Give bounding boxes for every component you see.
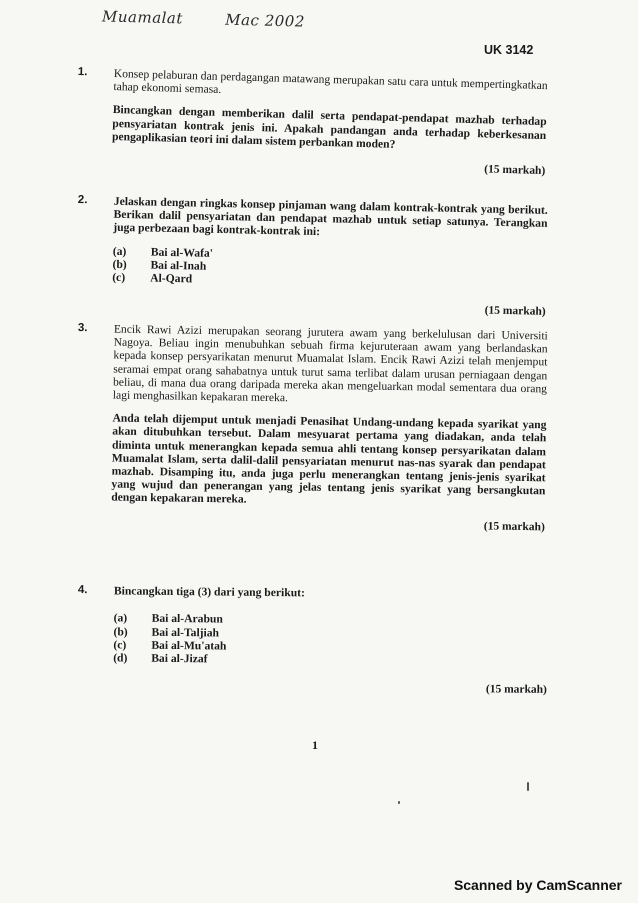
sub-item-list [112,244,547,293]
sub-item-label: (d) [113,651,128,665]
scan-speck [398,801,400,804]
sub-item-label: (c) [113,638,127,652]
sub-item-label: (a) [112,244,127,258]
sub-item-text: Bai al-Mu'atah [151,638,227,653]
sub-item-label: (c) [112,271,126,285]
question-number: 1. [77,66,88,79]
sub-item-text: Bai al-Wafa' [150,245,214,260]
question-4 [77,584,548,697]
sub-item-text: Bai al-Jizaf [151,652,208,666]
sub-item-label: (b) [112,257,127,272]
question-instruction: Bincangkan dengan memberikan dalil serta pendapat-pendapat mazhab terhadap pensyariatan kontrak jenis ini. Apakah pandangan anda terhadap keberkesanan pengaplikasian teori ini dalam sistem perbankan moden? [111,103,547,151]
question-instruction: Bincangkan tiga (3) dari yang berikut: [113,584,305,600]
sub-item-text: Bai al-Inah [150,258,207,273]
sub-item-text: Bai al-Taljiah [151,625,220,640]
handwritten-name: Muamalat [101,7,184,28]
question-2 [76,194,548,319]
sub-item-list [113,612,548,670]
question-paragraph: Konsep pelaburan dan perdagangan matawang merupakan satu cara untuk mempertingkatkan tahap ekonomi semasa. [113,67,548,97]
handwritten-date: Mac 2002 [225,10,306,31]
question-instruction: Jelaskan dengan ringkas konsep pinjaman wang dalam kontrak-kontrak yang berikut. Berikan dalil pensyariatan dan pendapat mazhab untuk setiap satunya. Terangkan juga perbezaan bagi kontrak-kontrak ini: [113,194,548,239]
scanner-watermark: Scanned by CamScanner [453,877,622,893]
question-number: 2. [77,194,88,207]
question-instruction: Anda telah dijemput untuk menjadi Penasihat Undang-undang kepada syarikat yang akan ditubuhkan tersebut. Dalam mesyuarat pertama yang diadakan, anda telah diminta untuk menerangkan kepada semua ahli tentang konsep persyarikatan dalam Muamalat Islam, serta dalil-dalil pensyariatan menurut nas-nas syarak dan pendapat mazhab. Disamping itu, anda juga perlu menerangkan tentang jenis-jenis syarikat yang wujud dan penerangan yang jelas tentang jenis syarikat yang bersangkutan dengan kepakaran mereka. [111,411,547,507]
question-number: 3. [77,322,88,335]
question-3 [75,322,548,534]
course-code: UK 3142 [484,43,534,57]
marks-label: (15 markah) [483,520,545,533]
sub-item-label: (a) [113,611,128,625]
question-scenario: Encik Rawi Azizi merupakan seorang jurutera awam yang berkelulusan dari Universiti Nagoya. Beliau ingin menubuhkan sebuah firma kejuruteraan awam yang berlandaskan kepada konsep persyarikatan menurut Muamalat Islam. Encik Rawi Azizi telah menjemput seramai empat orang sahabatnya untuk turut sama terlibat dalam urusan perniagaan dengan beliau, di mana dua orang daripada mereka akan mengeluarkan modal sementara dua orang lagi menghasilkan kepakaran mereka. [112,322,548,405]
marks-label: (15 markah) [484,304,546,318]
question-1 [75,66,548,178]
question-number: 4. [77,584,88,597]
marks-label: (15 markah) [484,163,546,178]
marks-label: (15 markah) [485,683,547,696]
sub-item-text: Al-Qard [150,271,193,286]
sub-item-label: (b) [113,624,128,639]
handwritten-annotation [102,7,305,30]
sub-item-text: Bai al-Arabun [151,611,223,626]
scan-speck [527,782,529,791]
page-number: 1 [312,738,318,752]
